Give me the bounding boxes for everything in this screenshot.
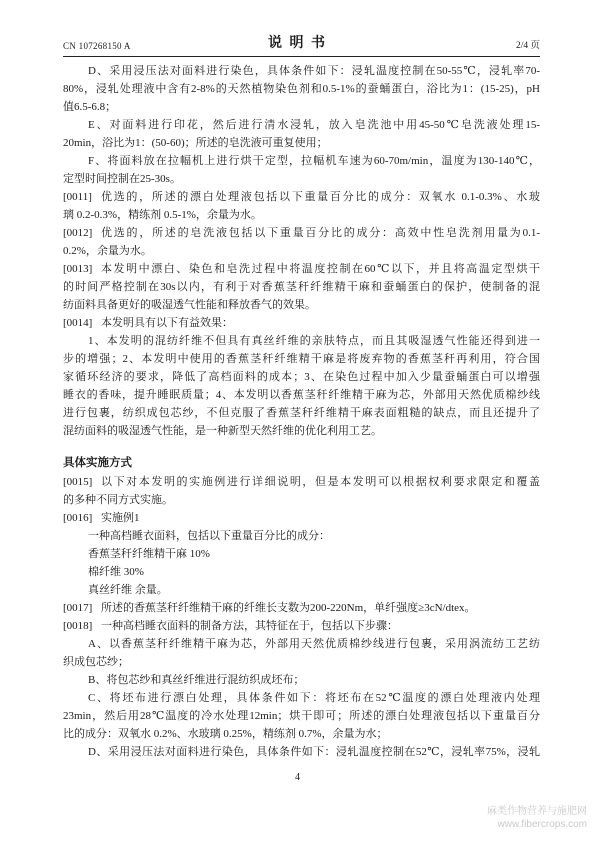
paragraph-number: [0014] (63, 317, 93, 329)
paragraph-first-line (63, 509, 540, 527)
text-line: 混纺面料的吸湿透气性能，是一种新型天然纤维的优化利用工艺。 (63, 425, 382, 437)
composition-item: 真丝纤维 余量。 (88, 584, 168, 596)
composition-item: 香蕉茎秆纤维精干麻 10% (88, 548, 210, 560)
text-line: 80%，浸轧处理液中含有2-8%的天然植物染色剂和0.5-1%的蚕蛹蛋白，浴比为1：(15-25)，pH (63, 83, 540, 95)
watermark-site-name: 麻类作物营养与施肥网 (487, 806, 587, 817)
text-line: 一种高档睡衣面料的制备方法，其特征在于，包括以下步骤： (101, 620, 398, 632)
text-line: 本发明具有以下有益效果： (101, 317, 233, 329)
text-line: D、采用浸压法对面料进行染色，具体条件如下：浸轧温度控制在50-55℃，浸轧率70- (88, 65, 540, 77)
text-line: 优选的，所述的皂洗液包括以下重量百分比的成分：高效中性皂洗剂用量为0.1- (101, 227, 540, 239)
paragraph-number: [0012] (63, 227, 93, 239)
text-line: B、将包芯纱和真丝纤维进行混纺织成坯布； (88, 674, 305, 686)
paragraph-first-line (63, 314, 540, 332)
text-line: 值6.5-6.8； (63, 101, 117, 113)
text-line: 1、本发明的混纺纤维不但具有真丝纤维的亲肤特点，而且其吸湿透气性能还得到进一 (88, 335, 540, 347)
paragraph-number: [0011] (63, 191, 92, 203)
text-line: 一种高档睡衣面料，包括以下重量百分比的成分： (88, 530, 330, 542)
text-line: A、以香蕉茎秆纤维精干麻为芯，外部用天然优质棉纱线进行包裹，采用涡流纺工艺纺 (88, 638, 540, 650)
embodiment-body (63, 473, 540, 761)
text-line: 定型时间控制在25-30s。 (63, 173, 181, 185)
text-line: 优选的，所述的漂白处理液包括以下重量百分比的成分：双氧水 0.1-0.3%、水玻 (101, 191, 540, 203)
text-line: F、将面料放在拉幅机上进行烘干定型，拉幅机车速为60-70m/min，温度为130-140℃， (88, 155, 540, 167)
text-line: 的多种不同方式实施。 (63, 494, 173, 506)
text-line: 本发明中漂白、染色和皂洗过程中将温度控制在60℃以下，并且将高温定型烘干 (101, 263, 540, 275)
text-line: 比的成分：双氧水 0.2%、水玻璃 0.25%，精练剂 0.7%，余量为水； (63, 728, 388, 740)
text-line: 步的增强；2、本发明中使用的香蕉茎秆纤维精干麻是将废弃物的香蕉茎秆再利用，符合国 (63, 353, 540, 365)
paragraph-first-line (63, 617, 540, 635)
text-line: 家循环经济的要求，降低了高档面料的成本；3、在染色过程中加入少量蚕蛹蛋白可以增强 (63, 371, 540, 383)
text-line: 0.2%，余量为水。 (63, 245, 152, 257)
section-heading: 具体实施方式 (63, 457, 132, 469)
text-line: 20min，浴比为1：(50-60)；所述的皂洗液可重复使用； (63, 137, 328, 149)
paragraph-first-line (63, 260, 540, 278)
text-line: 以下对本发明的实施例进行详细说明，但是本发明可以根据权利要求限定和覆盖 (101, 476, 540, 488)
text-line: 织成包芯纱； (63, 656, 129, 668)
text-line: 璃 0.2-0.3%，精练剂 0.5-1%，余量为水。 (63, 209, 262, 221)
paragraph-first-line (63, 224, 540, 242)
paragraph-number: [0016] (63, 512, 93, 524)
page-number: 4 (295, 772, 300, 783)
text-line: D、采用浸压法对面料进行染色，具体条件如下：浸轧温度控制在52℃，浸轧率75%，浸轧 (88, 746, 540, 758)
text-line: 纺面料具备更好的吸湿透气性能和释放香气的效果。 (63, 299, 316, 311)
text-line: E、对面料进行印花，然后进行清水浸轧，放入皂洗池中用45-50℃皂洗液处理15- (88, 119, 540, 131)
header-page-indicator: 2/4 页 (515, 41, 540, 51)
watermark-url: www.fibercrops.com (497, 819, 587, 830)
paragraph-number: [0015] (63, 476, 93, 488)
description-body (63, 62, 540, 440)
paragraph-number: [0017] (63, 602, 93, 614)
text-line: 实施例1 (101, 512, 140, 524)
text-line: C、将坯布进行漂白处理，具体条件如下：将坯布在52℃温度的漂白处理液内处理 (88, 692, 540, 704)
header-rule (63, 56, 540, 57)
header-title: 说 明 书 (268, 36, 327, 51)
watermark (487, 805, 587, 831)
text-line: 所述的香蕉茎秆纤维精干麻的纤维长支数为200-220Nm，单纤强度≥3cN/dtex。 (101, 602, 476, 614)
paragraph-number: [0018] (63, 620, 93, 632)
text-line: 的时间严格控制在30s以内，有利于对香蕉茎秆纤维精干麻和蚕蛹蛋白的保护，使制备的混 (63, 281, 540, 293)
paragraph-first-line (63, 473, 540, 491)
text-line: 进行包裹，纺织成包芯纱，不但克服了香蕉茎秆纤维精干麻表面粗糙的缺点，而且还提升了 (63, 407, 540, 419)
text-line: 睡衣的香味，提升睡眠质量；4、本发明以香蕉茎秆纤维精干麻为芯，外部用天然优质棉纱线 (63, 389, 540, 401)
paragraph-first-line (63, 599, 540, 617)
header-doc-number: CN 107268150 A (63, 41, 131, 51)
text-line: 23min，然后用28℃温度的冷水处理12min；烘干即可；所述的漂白处理液包括以下重量百分 (63, 710, 540, 722)
paragraph-first-line (63, 188, 540, 206)
composition-item: 棉纤维 30% (88, 566, 144, 578)
paragraph-number: [0013] (63, 263, 93, 275)
